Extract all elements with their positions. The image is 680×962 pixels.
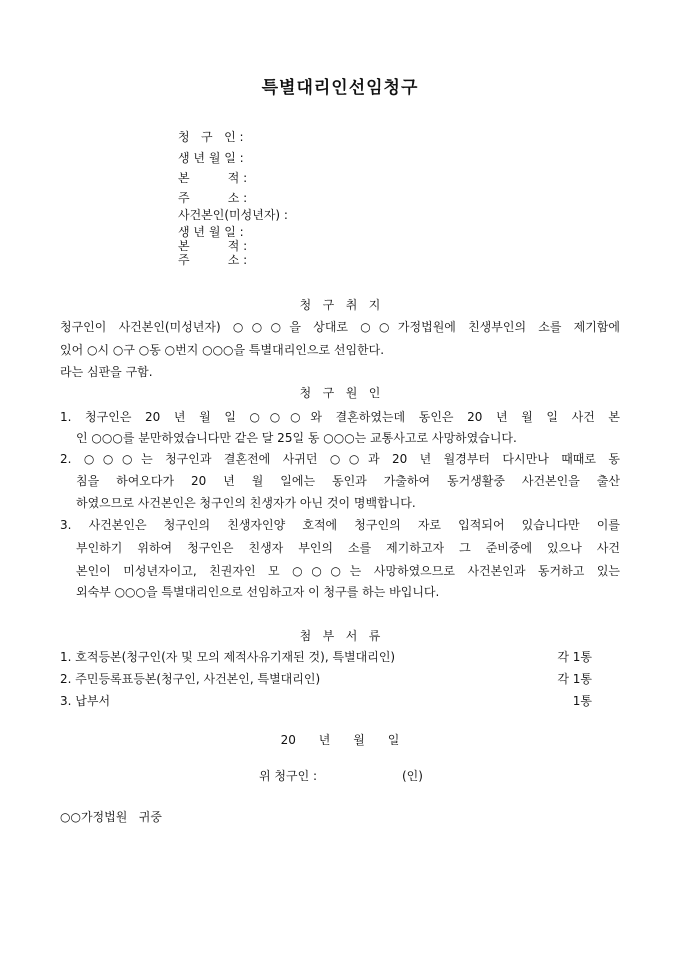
claimant-address-label: 주 소 : xyxy=(178,191,248,205)
seal-mark: (인) xyxy=(402,769,423,783)
document-title: 특별대리인선임청구 xyxy=(261,78,419,98)
cause-item-1-line: 1. 청구인은 20 년 월 일 ○○○와 결혼하였는데 동인은 20 년 월 일 사건 본 xyxy=(60,410,620,424)
attachment-qty: 각 1통 xyxy=(557,650,592,664)
attachments-heading: 첨 부 서 류 xyxy=(299,629,381,643)
court-addressee: ○○가정법원 귀중 xyxy=(60,810,162,824)
cause-item-3-line: 부인하기 위하여 청구인은 친생자 부인의 소를 제기하고자 그 준비중에 있으나 사건 xyxy=(76,541,620,555)
cause-item-3-line: 외숙부 ○○○을 특별대리인으로 선임하고자 이 청구를 하는 바입니다. xyxy=(76,585,440,599)
cause-item-2-line: 하였으므로 사건본인은 청구인의 친생자가 아닌 것이 명백합니다. xyxy=(76,496,416,510)
cause-item-2-line: 침을 하여오다가 20 년 월 일에는 동인과 가출하여 동거생활중 사건본인을 출산 xyxy=(76,474,620,488)
attachment-qty: 각 1통 xyxy=(557,672,592,686)
minor-label: 사건본인(미성년자) : xyxy=(178,208,288,222)
cause-item-1-line: 인 ○○○를 분만하였습니다만 같은 달 25일 동 ○○○는 교통사고로 사망하였습니다. xyxy=(76,431,517,445)
purpose-line: 있어 ○시 ○구 ○동 ○번지 ○○○을 특별대리인으로 선임한다. xyxy=(60,343,385,357)
cause-item-2-line: 2. ○○○는 청구인과 결혼전에 사귀던 ○○과 20 년 월경부터 다시만나 때때로 동 xyxy=(60,452,620,466)
minor-domicile-label: 본 적 : xyxy=(178,239,248,253)
purpose-line: 청구인이 사건본인(미성년자) ○○○을 상대로 ○○가정법원에 친생부인의 소를 제기함에 xyxy=(60,320,620,334)
claimant-label: 청 구 인 : xyxy=(178,130,244,144)
purpose-heading: 청 구 취 지 xyxy=(299,298,381,312)
attachment-item: 1. 호적등본(청구인(자 및 모의 제적사유기재된 것), 특별대리인) xyxy=(60,650,396,664)
filing-date: 20 년 월 일 xyxy=(280,733,400,747)
signature-label: 위 청구인 : xyxy=(259,769,318,783)
attachment-item: 3. 납부서 xyxy=(60,694,111,708)
minor-address-label: 주 소 : xyxy=(178,253,248,267)
cause-heading: 청 구 원 인 xyxy=(299,386,381,400)
cause-item-3-line: 본인이 미성년자이고, 친권자인 모 ○○○는 사망하였으므로 사건본인과 동거하고 있는 xyxy=(76,564,620,578)
purpose-line: 라는 심판을 구함. xyxy=(60,365,153,379)
cause-item-3-line: 3. 사건본인은 청구인의 친생자인양 호적에 청구인의 자로 입적되어 있습니다만 이를 xyxy=(60,518,620,532)
claimant-domicile-label: 본 적 : xyxy=(178,171,248,185)
minor-birthdate-label: 생 년 월 일 : xyxy=(178,225,244,239)
attachment-qty: 1통 xyxy=(572,694,592,708)
claimant-birthdate-label: 생 년 월 일 : xyxy=(178,151,244,165)
attachment-item: 2. 주민등록표등본(청구인, 사건본인, 특별대리인) xyxy=(60,672,321,686)
